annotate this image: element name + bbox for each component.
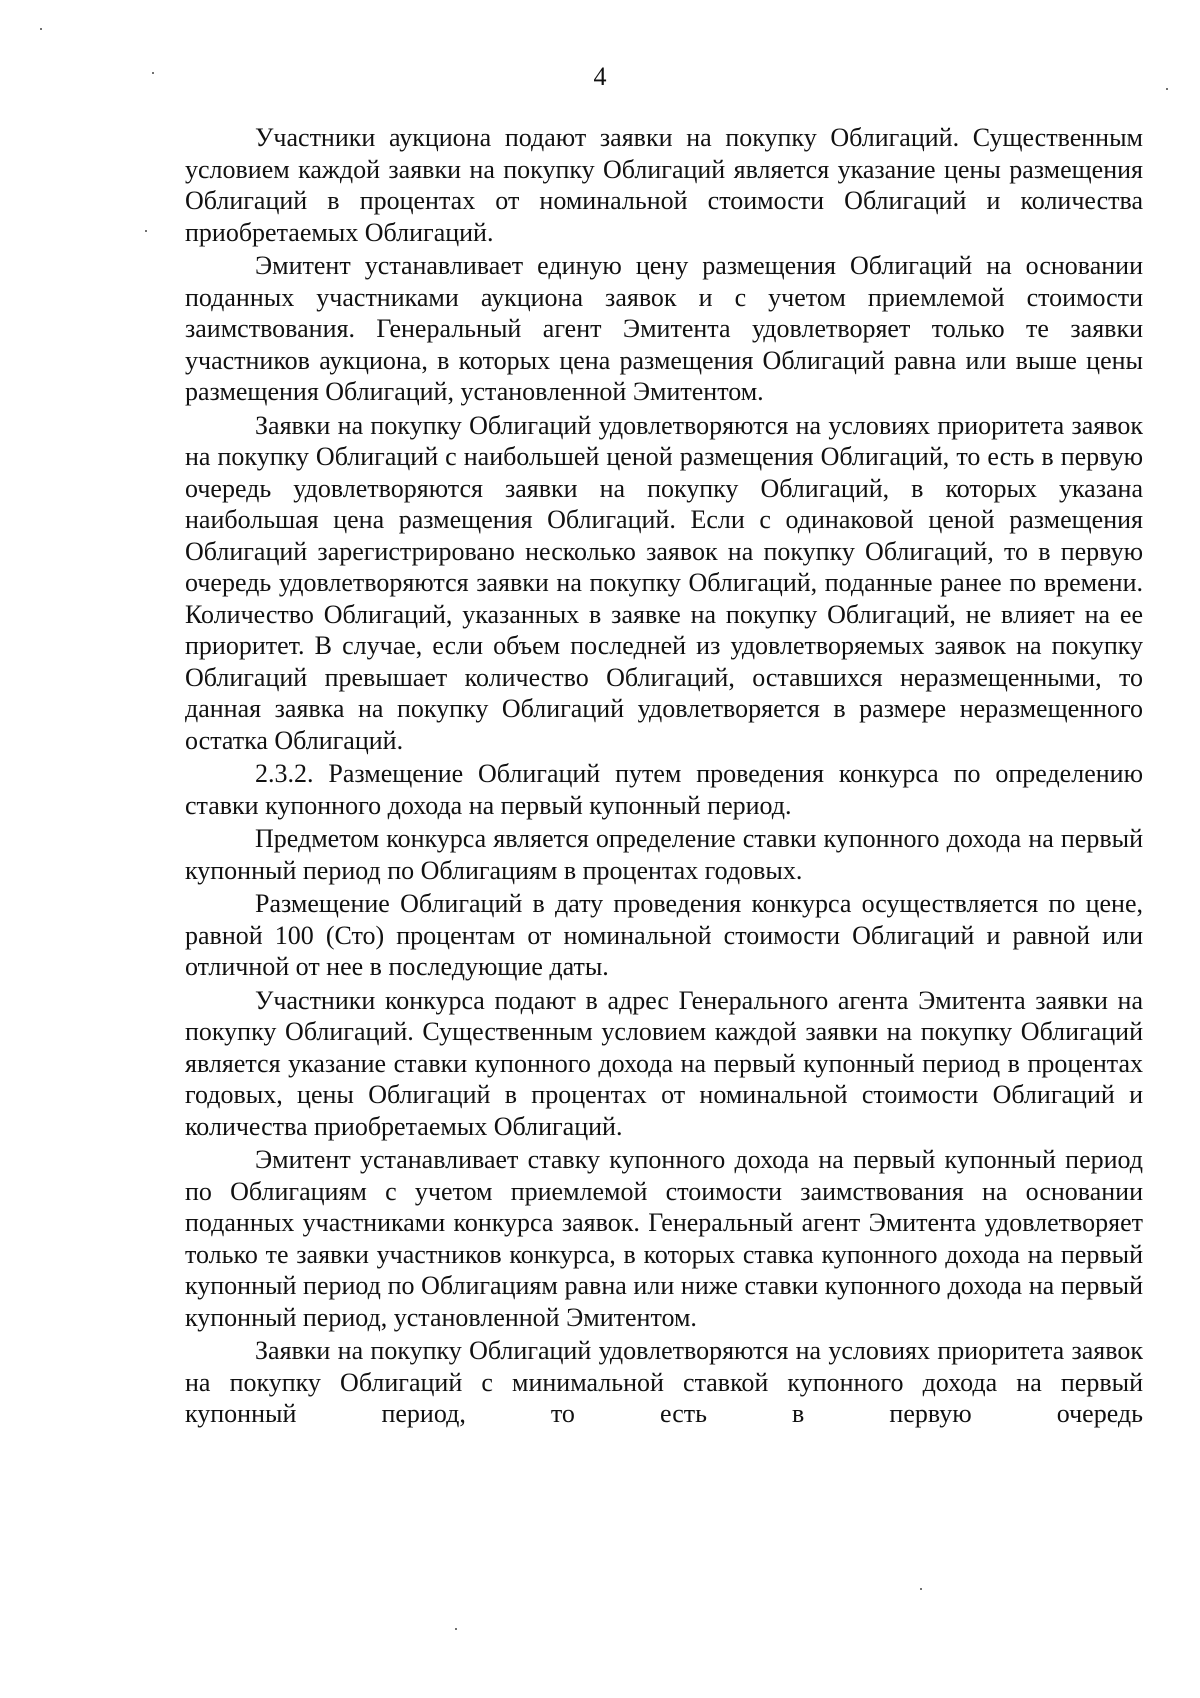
page-number: 4 <box>593 62 607 91</box>
paragraph-issuer-sets-coupon: Эмитент устанавливает ставку купонного дохода на первый купонный период по Облигациям с учетом приемлемой стоимости заимствования на основании поданных участниками конкурса заявок. Генеральный агент Эмитента удовлетворяет только те заявки участников конкурса, в которых ставка купонного дохода на первый купонный период по Облигациям равна или ниже ставки купонного дохода на первый купонный период, установленной Эмитентом. <box>185 1145 1143 1332</box>
paragraph-contest-priority: Заявки на покупку Облигаций удовлетворяются на условиях приоритета заявок на покупку Облигаций с минимальной ставкой купонного дохода на первый купонный период, то есть в первую очередь <box>185 1336 1143 1428</box>
paragraph-section-2-3-2: 2.3.2. Размещение Облигаций путем проведения конкурса по определению ставки купонного дохода на первый купонный период. <box>185 759 1143 820</box>
scan-speck <box>145 230 147 232</box>
scan-speck <box>40 28 42 30</box>
paragraph-contest-subject: Предметом конкурса является определение ставки купонного дохода на первый купонный период по Облигациям в процентах годовых. <box>185 824 1143 885</box>
paragraph-issuer-sets-price: Эмитент устанавливает единую цену размещения Облигаций на основании поданных участниками аукциона заявок и с учетом приемлемой стоимости заимствования. Генеральный агент Эмитента удовлетворяет только те заявки участников аукциона, в которых цена размещения Облигаций равна или выше цены размещения Облигаций, установленной Эмитентом. <box>185 251 1143 406</box>
scan-speck <box>455 1628 457 1630</box>
paragraph-contest-bids: Участники конкурса подают в адрес Генерального агента Эмитента заявки на покупку Облигаций. Существенным условием каждой заявки на покупку Облигаций является указание ставки купонного дохода на первый купонный период в процентах годовых, цены Облигаций в процентах от номинальной стоимости Облигаций и количества приобретаемых Облигаций. <box>185 985 1143 1141</box>
scan-speck <box>920 1588 922 1590</box>
document-body <box>185 122 1143 1432</box>
scan-speck <box>152 72 154 74</box>
paragraph-placement-price: Размещение Облигаций в дату проведения конкурса осуществляется по цене, равной 100 (Сто) процентам от номинальной стоимости Облигаций и равной или отличной от нее в последующие даты. <box>185 889 1143 981</box>
scan-speck <box>1166 88 1168 90</box>
paragraph-auction-priority: Заявки на покупку Облигаций удовлетворяются на условиях приоритета заявок на покупку Облигаций с наибольшей ценой размещения Облигаций, то есть в первую очередь удовлетворяются заявки на покупку Облигаций, в которых указана наибольшая цена размещения Облигаций. Если с одинаковой ценой размещения Облигаций зарегистрировано несколько заявок на покупку Облигаций, то в первую очередь удовлетворяются заявки на покупку Облигаций, поданные ранее по времени. Количество Облигаций, указанных в заявке на покупку Облигаций, не влияет на ее приоритет. В случае, если объем последней из удовлетворяемых заявок на покупку Облигаций превышает количество Облигаций, оставшихся неразмещенными, то данная заявка на покупку Облигаций удовлетворяется в размере неразмещенного остатка Облигаций. <box>185 410 1143 755</box>
paragraph-auction-bids: Участники аукциона подают заявки на покупку Облигаций. Существенным условием каждой заявки на покупку Облигаций является указание цены размещения Облигаций в процентах от номинальной стоимости Облигаций и количества приобретаемых Облигаций. <box>185 123 1143 247</box>
